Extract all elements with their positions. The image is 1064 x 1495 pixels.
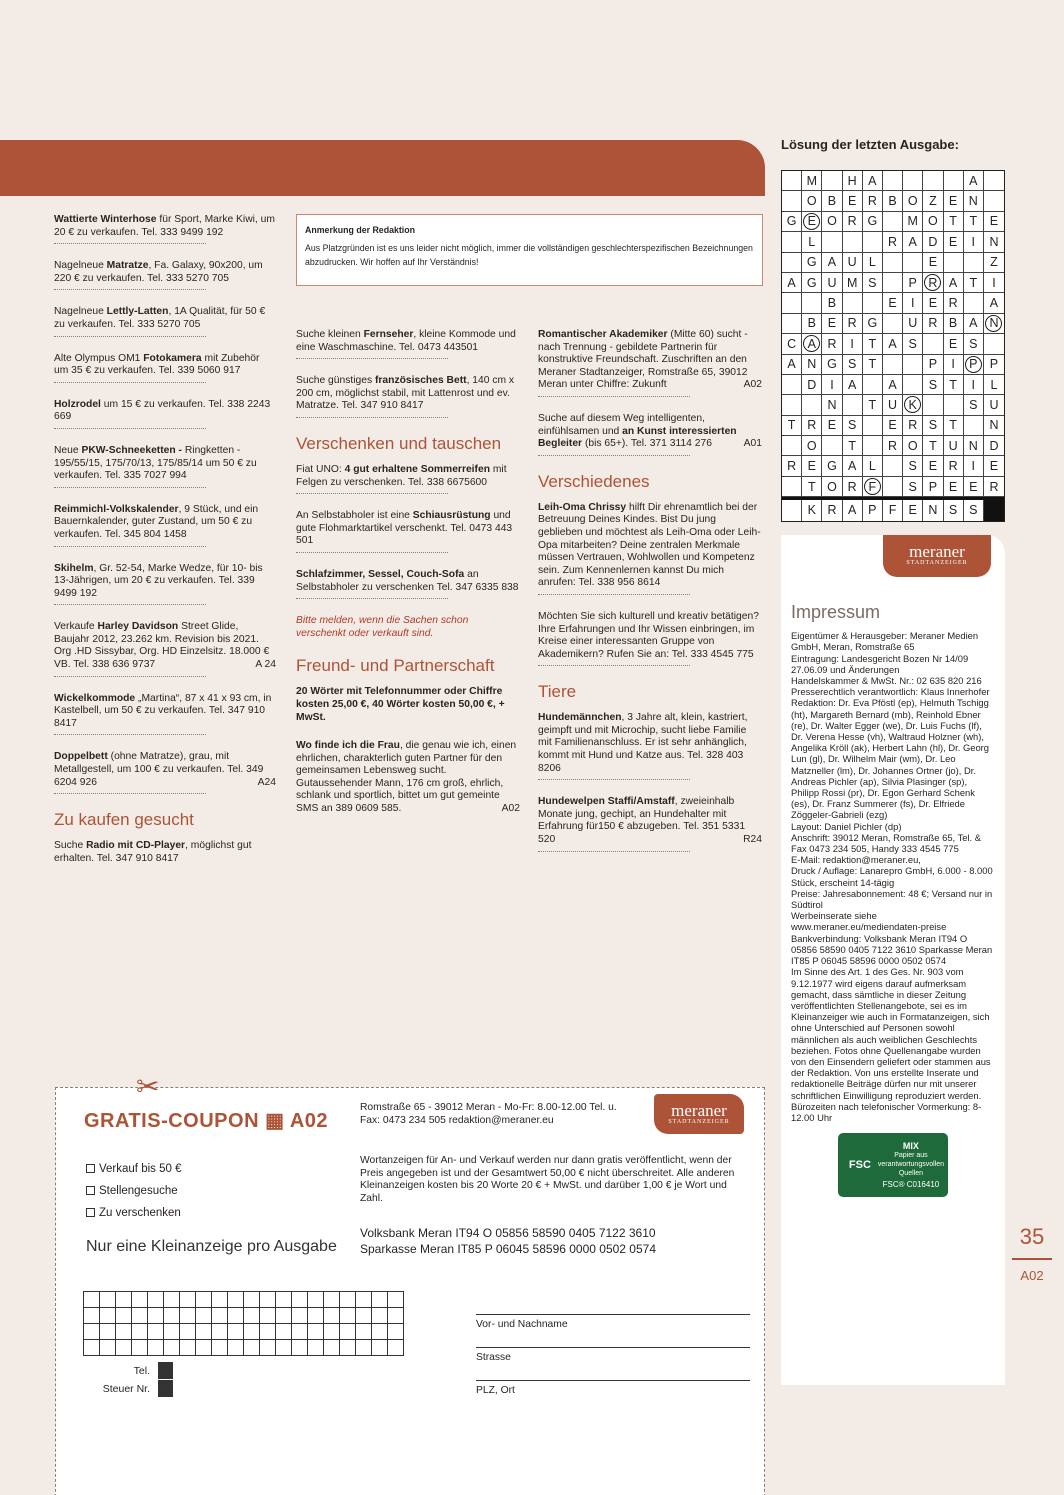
crossword-cell: M bbox=[843, 273, 863, 293]
crossword-cell: P bbox=[964, 355, 984, 375]
crossword-cell bbox=[964, 253, 984, 273]
crossword-cell: R bbox=[843, 212, 863, 232]
crossword-cell: O bbox=[923, 212, 943, 232]
coupon-info: Wortanzeigen für An- und Verkauf werden nur dann gratis veröffentlicht, wenn der Preis angegeben ist und der Gesamtwert 50,00 € nicht überschreitet. Alle anderen Kleinanzeigen kosten bis 20 Worte 20 € + MwSt. und darüber 1,00 € je Wort und Zahl. bbox=[360, 1155, 735, 1204]
crossword-cell bbox=[782, 293, 802, 313]
crossword-cell bbox=[782, 314, 802, 334]
crossword-cell: T bbox=[843, 436, 863, 456]
coupon-bank: Volksbank Meran IT94 O 05856 58590 0405 7122 3610 Sparkasse Meran IT85 P 06045 58596 0000 0502 0574 bbox=[360, 1226, 657, 1256]
crossword-cell bbox=[883, 253, 903, 273]
crossword-cell bbox=[903, 375, 923, 395]
crossword-cell: P bbox=[863, 500, 883, 520]
crossword-cell bbox=[782, 395, 802, 415]
steuer-grid[interactable] bbox=[158, 1380, 173, 1397]
classified-ad: Hundemännchen, 3 Jahre alt, klein, kastriert, geimpft und mit Microchip, sucht liebe Familie mit Familienanschluss. Er ist sehr anhänglich, kommt mit Hund und Katze aus. Tel. 328 403 8206 bbox=[538, 712, 762, 780]
classified-ad: Romantischer Akademiker (Mitte 60) sucht - nach Trennung - gebildete Partnerin für konstruktive Freundschaft. Zuschriften an den Meraner Stadtanzeiger, Romstraße 65, 39012 Meran unter Chiffre: Zukunft A02 bbox=[538, 329, 762, 397]
crossword-cell: R bbox=[944, 293, 964, 313]
classified-ad: Holzrodel um 15 € zu verkaufen. Tel. 338 2243 669 bbox=[54, 399, 276, 429]
crossword-cell: T bbox=[964, 273, 984, 293]
crossword-cell bbox=[782, 375, 802, 395]
header-banner bbox=[0, 140, 765, 196]
crossword-cell bbox=[782, 253, 802, 273]
city-field[interactable]: PLZ, Ort bbox=[476, 1380, 750, 1413]
crossword-cell bbox=[984, 191, 1004, 211]
crossword-cell: N bbox=[984, 314, 1004, 334]
crossword-cell bbox=[883, 456, 903, 476]
crossword-cell bbox=[964, 293, 984, 313]
crossword-cell bbox=[923, 171, 943, 191]
crossword-cell bbox=[863, 416, 883, 436]
crossword-cell: R bbox=[923, 273, 943, 293]
crossword-cell bbox=[883, 355, 903, 375]
crossword-cell: G bbox=[822, 355, 842, 375]
crossword-cell: E bbox=[822, 416, 842, 436]
crossword-cell bbox=[843, 232, 863, 252]
classified-ad: Leih-Oma Chrissy hilft Dir ehrenamtlich bei der Betreuung Deines Kindes. Bist Du jung geblieben und möchtest als Leih-Oma oder Leih-Opa mitarbeiten? Deine zentralen Merkmale müssen Vertrauen, Wohlwollen und Kompetenz sein. Zum Kennenlernen kannst Du mich anrufen: Tel. 338 956 8614 bbox=[538, 502, 762, 595]
crossword-cell: R bbox=[883, 436, 903, 456]
crossword-cell: T bbox=[923, 436, 943, 456]
crossword-cell bbox=[863, 293, 883, 313]
crossword-cell: L bbox=[863, 456, 883, 476]
crossword-cell: N bbox=[964, 191, 984, 211]
crossword-cell: S bbox=[843, 355, 863, 375]
classified-ad: Verkaufe Harley Davidson Street Glide, Baujahr 2012, 23.262 km. Revision bis 2021. Org .HD Sissybar, Org. HD Einzelsitz. 18.000 € VB. Tel. 338 636 9737 A 24 bbox=[54, 621, 276, 676]
crossword-cell: A bbox=[883, 334, 903, 354]
crossword-cell: T bbox=[782, 416, 802, 436]
crossword-cell: E bbox=[964, 477, 984, 497]
crossword-cell: I bbox=[964, 375, 984, 395]
crossword-cell: L bbox=[802, 232, 822, 252]
fsc-badge: FSC MIX Papier aus verantwortungsvollen Quellen FSC® C016410 bbox=[838, 1133, 948, 1197]
classified-ad: 20 Wörter mit Telefonnummer oder Chiffre kosten 25,00 €, 40 Wörter kosten 50,00 €, + MwSt. bbox=[296, 686, 505, 723]
crossword-cell bbox=[883, 212, 903, 232]
crossword-cell: R bbox=[822, 334, 842, 354]
gratis-coupon: ✂ GRATIS-COUPON ▦ A02 Romstraße 65 - 39012 Meran - Mo-Fr: 8.00-12.00 Tel. u. Fax: 0473 234 505 redaktion@meraner.eu meraner STADTANZEIGER Verkauf bis 50 € Stellengesuche Zu verschenken Wortanzeigen für An- und Verkauf werden nur dann gratis veröffentlicht, wenn der Preis angegeben ist und der Gesamtwert 50,00 € nicht überschreitet. Alle anderen Kleinanzeigen kosten bis 20 Worte 20 € + MwSt. und darüber 1,00 € je Wort und Zahl. Volksbank Meran IT94 O 05856 58590 0405 7122 3610 Sparkasse Meran IT85 P 06045 58596 0000 0502 0574 Nur eine Kleinanzeige pro Ausgabe Tel. Steuer Nr. Vor- und Nachname Strasse PLZ, Ort bbox=[55, 1087, 765, 1495]
crossword-cell bbox=[903, 253, 923, 273]
crossword-cell: U bbox=[903, 314, 923, 334]
crossword-cell: T bbox=[863, 334, 883, 354]
classified-ad: Möchten Sie sich kulturell und kreativ betätigen? Ihre Erfahrungen und Ihr Wissen einbringen, im Kreise einer interessanten Gruppe von Akademikern? Rufen Sie an: Tel. 333 4545 775 bbox=[538, 611, 762, 666]
option-verschenken[interactable]: Zu verschenken bbox=[86, 1202, 181, 1224]
classified-ad: Doppelbett (ohne Matratze), grau, mit Metallgestell, um 100 € zu verkaufen. Tel. 349 6204 926 A24 bbox=[54, 751, 276, 794]
crossword-cell: G bbox=[822, 456, 842, 476]
classified-ad: Wo finde ich die Frau, die genau wie ich, einen ehrlichen, charakterlich guten Partner für den gemeinsamen Lebensweg sucht. Gutaussehender Mann, 176 cm groß, ehrlich, schlank und sportlich, bittet um gut gemeinte SMS an 389 0609 585. A02 bbox=[296, 740, 520, 815]
newspaper-icon: ▦ bbox=[265, 1110, 285, 1132]
crossword-cell: I bbox=[984, 273, 1004, 293]
crossword-cell: U bbox=[843, 253, 863, 273]
crossword-cell: E bbox=[944, 334, 964, 354]
section-heading: Zu kaufen gesucht bbox=[54, 810, 194, 830]
classified-ad: Skihelm, Gr. 52-54, Marke Wedze, für 10- bis 13-Jährigen, um 20 € zu verkaufen. Tel. 339 9499 192 bbox=[54, 563, 276, 606]
impressum-text: Eigentümer & Herausgeber: Meraner Medien GmbH, Meran, Romstraße 65 Eintragung: Landesgericht Bozen Nr 14/09 27.06.09 und Änderungen Handelskammer & MwSt. Nr.: 02 635 820 216 Presserechtlich verantwortlich: Klaus Innerhofer Redaktion: Dr. Eva Pföstl (ep), Helmuth Tschigg (ht), Margareth Bernard (mb), Reinhold Ebner (re), Dr. Walter Egger (we), Dr. Luis Fuchs (lf), Dr. Verena Hesse (vh), Waltraud Holzner (wh), Angelika Kröll (ak), Herbert Lahn (hl), Dr. Georg Lun (gl), Dr. Wilhelm Mair (wm), Dr. Leo Matzneller (lm), Dr. Johannes Ortner (jo), Dr. Andreas Pichler (ap), Silvia Plasinger (sp), Philipp Rossi (pr), Dr. Egon Gerhard Schenk (es), Dr. Franz Summerer (fs), Dr. Elfriede Zöggeler-Gabrieli (ezg) Layout: Daniel Pichler (dp) Anschrift: 39012 Meran, Romstraße 65, Tel. & Fax 0473 234 505, Handy 333 4545 775 E-Mail: redaktion@meraner.eu, Druck / Auflage: Lanarepro GmbH, 6.000 - 8.000 Stück, erscheint 14-tägig Preise: Jahresabonnement: 48 €; Versand nur in Südtirol Werbeinserate siehe www.meraner.eu/mediendaten-preise Bankverbindung: Volksbank Meran IT94 O 05856 58590 0405 7122 3610 Sparkasse Meran IT85 P 06045 58596 0000 0502 0574 Im Sinne des Art. 1 des Ges. Nr. 903 vom 9.12.1977 wird eigens darauf aufmerksam gemacht, dass sämtliche in dieser Zeitung veröffentlichten Stellenangebote, sei es im Kleinanzeiger wie auch in Formatanzeigen, sich ohne Unterschied auf Personen sowohl männlichen als auch weiblichen Geschlechts beziehen. Fotos ohne Quellenangabe wurden von den Einsendern geliefert oder stammen aus der Redaktion. Von uns erstellte Inserate und redaktionelle Beiträge dürfen nur mit unserer schriftlichen Einwilligung reproduziert werden. Bürozeiten nach telefonischer Vormerkung: 8-12.00 Uhr bbox=[791, 630, 993, 1123]
crossword-cell: S bbox=[944, 500, 964, 520]
crossword-cell: O bbox=[822, 212, 842, 232]
crossword-cell: B bbox=[822, 293, 842, 313]
page-number: 35 A02 bbox=[1012, 1224, 1052, 1283]
crossword-cell: S bbox=[964, 334, 984, 354]
section-heading: Verschenken und tauschen bbox=[296, 433, 502, 453]
crossword-cell bbox=[984, 500, 1004, 520]
crossword-cell: A bbox=[822, 253, 842, 273]
section-heading: Freund- und Partnerschaft bbox=[296, 656, 495, 676]
classified-ad: Suche günstiges französisches Bett, 140 cm x 200 cm, möglichst stabil, mit Lattenrost und ev. Matratze. Tel. 347 910 8417 bbox=[296, 375, 520, 418]
crossword-cell: E bbox=[843, 191, 863, 211]
crossword-cell: E bbox=[883, 416, 903, 436]
crossword-cell bbox=[944, 253, 964, 273]
notice: Bitte melden, wenn die Sachen schon verschenkt oder verkauft sind. bbox=[296, 615, 469, 639]
crossword-cell: R bbox=[944, 456, 964, 476]
crossword-cell: E bbox=[923, 293, 943, 313]
crossword-cell: N bbox=[923, 500, 943, 520]
crossword-cell: D bbox=[923, 232, 943, 252]
impressum-title: Impressum bbox=[791, 602, 881, 622]
crossword-cell bbox=[802, 395, 822, 415]
crossword-cell bbox=[782, 477, 802, 497]
crossword-cell: I bbox=[843, 334, 863, 354]
crossword-cell bbox=[944, 171, 964, 191]
crossword-cell: A bbox=[782, 273, 802, 293]
classified-ad: Hundewelpen Staffi/Amstaff, zweieinhalb Monate jung, gechipt, an Hundehalter mit Erfahrung für150 € abzugeben. Tel. 351 5331 520 R24 bbox=[538, 796, 762, 851]
crossword-cell: S bbox=[903, 334, 923, 354]
crossword-cell: Z bbox=[984, 253, 1004, 273]
crossword-cell bbox=[782, 191, 802, 211]
crossword-cell: A bbox=[843, 375, 863, 395]
crossword-cell: F bbox=[863, 477, 883, 497]
crossword-cell: A bbox=[802, 334, 822, 354]
crossword-cell: A bbox=[843, 456, 863, 476]
section-heading: Tiere bbox=[538, 682, 577, 702]
crossword-cell: O bbox=[802, 436, 822, 456]
crossword-cell bbox=[883, 273, 903, 293]
crossword-cell: T bbox=[863, 395, 883, 415]
classified-ad: Nagelneue Matratze, Fa. Galaxy, 90x200, um 220 € zu verkaufen. Tel. 333 5270 705 bbox=[54, 260, 276, 290]
crossword-cell: O bbox=[822, 477, 842, 497]
fsc-logo-icon: FSC bbox=[848, 1158, 871, 1171]
crossword-cell bbox=[984, 334, 1004, 354]
section-heading: Verschiedenes bbox=[538, 471, 650, 491]
crossword-cell: G bbox=[863, 314, 883, 334]
crossword-cell bbox=[802, 293, 822, 313]
crossword-cell: S bbox=[843, 416, 863, 436]
classified-ad: Schlafzimmer, Sessel, Couch-Sofa an Selbstabholer zu verschenken Tel. 347 6335 838 bbox=[296, 569, 520, 599]
crossword-cell: I bbox=[964, 232, 984, 252]
crossword-cell: R bbox=[863, 191, 883, 211]
crossword-cell: D bbox=[984, 436, 1004, 456]
crossword-cell: R bbox=[843, 477, 863, 497]
crossword-cell bbox=[843, 293, 863, 313]
classified-ad: Nagelneue Lettly-Latten, 1A Qualität, für 50 € zu verkaufen. Tel. 333 5270 705 bbox=[54, 306, 276, 336]
meraner-logo: meraner STADTANZEIGER bbox=[883, 535, 991, 577]
crossword-cell: P bbox=[923, 477, 943, 497]
crossword-cell: A bbox=[843, 500, 863, 520]
crossword-cell: H bbox=[843, 171, 863, 191]
crossword-cell: N bbox=[984, 416, 1004, 436]
crossword-cell: G bbox=[802, 273, 822, 293]
crossword-cell: L bbox=[863, 253, 883, 273]
classified-ad: Fiat UNO: 4 gut erhaltene Sommerreifen mit Felgen zu verschenken. Tel. 338 6675600 bbox=[296, 464, 520, 494]
crossword-cell: T bbox=[944, 416, 964, 436]
crossword-cell: E bbox=[923, 253, 943, 273]
coupon-address: Romstraße 65 - 39012 Meran - Mo-Fr: 8.00-12.00 Tel. u. Fax: 0473 234 505 redaktion@meraner.eu bbox=[360, 1102, 617, 1126]
crossword-cell: O bbox=[802, 191, 822, 211]
crossword-cell: E bbox=[944, 191, 964, 211]
crossword-cell bbox=[822, 171, 842, 191]
crossword-cell: K bbox=[802, 500, 822, 520]
crossword-cell: P bbox=[923, 355, 943, 375]
crossword-cell bbox=[782, 171, 802, 191]
crossword-cell: I bbox=[964, 456, 984, 476]
classified-ad: Reimmichl-Volkskalender, 9 Stück, und ein Bauernkalender, guter Zustand, um 50 € zu verkaufen. Tel. 345 804 1458 bbox=[54, 504, 276, 547]
classified-ad: Neue PKW-Schneeketten - Ringketten - 195/55/15, 175/70/13, 175/85/14 um 50 € zu verkaufen. Tel. 335 7027 994 bbox=[54, 445, 276, 488]
crossword-cell bbox=[782, 436, 802, 456]
crossword-cell: G bbox=[863, 212, 883, 232]
option-stellengesuche[interactable]: Stellengesuche bbox=[86, 1180, 181, 1202]
crossword-cell: T bbox=[863, 355, 883, 375]
crossword-cell bbox=[863, 436, 883, 456]
classified-ad: Wickelkommode „Martina“, 87 x 41 x 93 cm, in Kastelbell, um 50 € zu verkaufen. Tel. 347 910 8417 bbox=[54, 693, 276, 736]
crossword-title: Lösung der letzten Ausgabe: bbox=[781, 137, 959, 152]
crossword-cell: U bbox=[822, 273, 842, 293]
crossword-solution bbox=[781, 170, 1005, 522]
coupon-options bbox=[86, 1158, 181, 1224]
address-fields bbox=[476, 1314, 750, 1413]
crossword-cell: R bbox=[802, 416, 822, 436]
crossword-cell bbox=[782, 232, 802, 252]
crossword-cell: E bbox=[984, 456, 1004, 476]
crossword-cell: A bbox=[863, 171, 883, 191]
one-ad-note: Nur eine Kleinanzeige pro Ausgabe bbox=[86, 1238, 337, 1255]
crossword-cell: E bbox=[984, 212, 1004, 232]
crossword-cell: O bbox=[903, 191, 923, 211]
crossword-cell: B bbox=[802, 314, 822, 334]
crossword-cell: T bbox=[944, 375, 964, 395]
crossword-cell bbox=[782, 500, 802, 520]
crossword-cell: M bbox=[802, 171, 822, 191]
crossword-cell: I bbox=[903, 293, 923, 313]
crossword-cell: E bbox=[923, 456, 943, 476]
crossword-cell: T bbox=[944, 212, 964, 232]
crossword-cell: N bbox=[822, 395, 842, 415]
crossword-cell: U bbox=[984, 395, 1004, 415]
crossword-cell: I bbox=[822, 375, 842, 395]
crossword-cell bbox=[883, 477, 903, 497]
crossword-cell bbox=[923, 395, 943, 415]
crossword-cell: R bbox=[883, 232, 903, 252]
crossword-cell bbox=[863, 232, 883, 252]
crossword-cell bbox=[923, 334, 943, 354]
crossword-cell: N bbox=[964, 436, 984, 456]
classified-ad: Suche kleinen Fernseher, kleine Kommode und eine Waschmaschine. Tel. 0473 443501 bbox=[296, 329, 520, 359]
crossword-cell: E bbox=[822, 314, 842, 334]
column-1 bbox=[54, 214, 276, 881]
crossword-cell: Z bbox=[923, 191, 943, 211]
street-field[interactable]: Strasse bbox=[476, 1347, 750, 1380]
crossword-cell: S bbox=[903, 456, 923, 476]
crossword-cell: R bbox=[903, 416, 923, 436]
crossword-cell: S bbox=[964, 395, 984, 415]
crossword-cell: S bbox=[923, 416, 943, 436]
crossword-cell: G bbox=[782, 212, 802, 232]
crossword-cell bbox=[964, 416, 984, 436]
option-verkauf[interactable]: Verkauf bis 50 € bbox=[86, 1158, 181, 1180]
crossword-cell: B bbox=[883, 191, 903, 211]
scissors-icon: ✂ bbox=[136, 1071, 160, 1102]
crossword-cell: C bbox=[782, 334, 802, 354]
crossword-cell bbox=[822, 436, 842, 456]
crossword-cell: A bbox=[883, 375, 903, 395]
crossword-cell: A bbox=[964, 171, 984, 191]
crossword-cell bbox=[883, 171, 903, 191]
crossword-cell: T bbox=[964, 212, 984, 232]
crossword-cell bbox=[883, 314, 903, 334]
crossword-cell: E bbox=[903, 500, 923, 520]
crossword-cell: A bbox=[984, 293, 1004, 313]
crossword-cell: G bbox=[802, 253, 822, 273]
note-text: Aus Platzgründen ist es uns leider nicht möglich, immer die vollständigen geschlechterspezifischen Bezeichnungen abzudrucken. Wir hoffen auf Ihr Verständnis! bbox=[305, 243, 753, 267]
crossword-cell: A bbox=[944, 273, 964, 293]
crossword-cell: E bbox=[802, 212, 822, 232]
crossword-cell: E bbox=[944, 477, 964, 497]
crossword-cell: K bbox=[903, 395, 923, 415]
crossword-cell bbox=[843, 395, 863, 415]
classified-ad: Wattierte Winterhose für Sport, Marke Kiwi, um 20 € zu verkaufen. Tel. 333 9499 192 bbox=[54, 214, 276, 244]
classified-ad: An Selbstabholer ist eine Schiausrüstung und gute Flohmarktartikel verschenkt. Tel. 0473 443 501 bbox=[296, 510, 520, 553]
crossword-cell: M bbox=[903, 212, 923, 232]
crossword-cell: R bbox=[923, 314, 943, 334]
crossword-cell: I bbox=[944, 355, 964, 375]
classified-ad: Alte Olympus OM1 Fotokamera mit Zubehör um 35 € zu verkaufen. Tel. 339 5060 917 bbox=[54, 353, 276, 383]
crossword-cell: R bbox=[822, 500, 842, 520]
crossword-cell: S bbox=[923, 375, 943, 395]
crossword-cell: E bbox=[802, 456, 822, 476]
crossword-cell: A bbox=[782, 355, 802, 375]
crossword-cell: S bbox=[964, 500, 984, 520]
crossword-cell bbox=[903, 355, 923, 375]
coupon-title: GRATIS-COUPON ▦ A02 bbox=[84, 1110, 329, 1132]
crossword-cell bbox=[984, 171, 1004, 191]
impressum bbox=[781, 535, 1005, 1385]
editor-note bbox=[296, 214, 763, 286]
column-3 bbox=[538, 329, 762, 868]
crossword-cell: E bbox=[944, 232, 964, 252]
crossword-cell: R bbox=[843, 314, 863, 334]
crossword-cell: N bbox=[984, 232, 1004, 252]
crossword-cell bbox=[822, 232, 842, 252]
classified-ad: Suche Radio mit CD-Player, möglichst gut erhalten. Tel. 347 910 8417 bbox=[54, 840, 252, 864]
note-title: Anmerkung der Redaktion bbox=[305, 225, 415, 235]
crossword-cell: P bbox=[903, 273, 923, 293]
crossword-cell: F bbox=[883, 500, 903, 520]
crossword-cell: S bbox=[863, 273, 883, 293]
column-2 bbox=[296, 329, 520, 832]
text-entry-grid[interactable] bbox=[83, 1291, 404, 1356]
crossword-cell: D bbox=[802, 375, 822, 395]
crossword-cell: A bbox=[903, 232, 923, 252]
crossword-cell: U bbox=[883, 395, 903, 415]
crossword-cell: N bbox=[802, 355, 822, 375]
crossword-cell: T bbox=[802, 477, 822, 497]
crossword-cell bbox=[903, 171, 923, 191]
crossword-cell: E bbox=[883, 293, 903, 313]
crossword-cell: S bbox=[903, 477, 923, 497]
crossword-cell: L bbox=[984, 375, 1004, 395]
crossword-cell: U bbox=[944, 436, 964, 456]
crossword-cell: A bbox=[964, 314, 984, 334]
name-field[interactable]: Vor- und Nachname bbox=[476, 1314, 750, 1347]
crossword-cell: O bbox=[903, 436, 923, 456]
tel-grid[interactable] bbox=[158, 1362, 173, 1379]
crossword-cell: R bbox=[782, 456, 802, 476]
crossword-cell bbox=[863, 375, 883, 395]
crossword-cell bbox=[944, 395, 964, 415]
crossword-cell: B bbox=[822, 191, 842, 211]
crossword-cell: B bbox=[944, 314, 964, 334]
crossword-cell: P bbox=[984, 355, 1004, 375]
coupon-logo: meraner STADTANZEIGER bbox=[654, 1094, 744, 1134]
classified-ad: Suche auf diesem Weg intelligenten, einfühlsamen und an Kunst interessierten Begleiter (bis 65+). Tel. 371 3114 276 A01 bbox=[538, 413, 762, 456]
crossword-cell: R bbox=[984, 477, 1004, 497]
